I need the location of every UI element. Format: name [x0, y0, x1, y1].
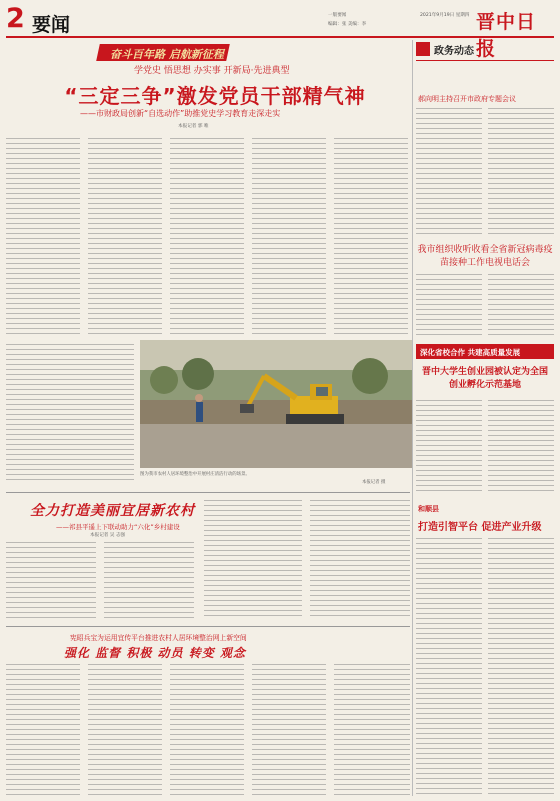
news3-title: 晋中大学生创业园被认定为全国创业孵化示范基地	[421, 367, 548, 390]
news1-title: 郝向明主持召开市政府专题会议	[418, 95, 516, 103]
news3-kicker: 深化省校合作 共建高质量发展	[420, 348, 521, 357]
masthead-date: 2021年9月19日 星期四	[420, 13, 470, 18]
lead-col-2	[88, 138, 162, 338]
bottom-col-5	[334, 664, 410, 796]
feature-title: 全力打造美丽宜居新农村	[30, 503, 195, 519]
column-divider	[412, 40, 413, 796]
news4-kicker: 和顺县	[418, 505, 439, 513]
news2-body-2	[488, 274, 554, 338]
news1-rule	[416, 60, 554, 61]
news1	[416, 40, 554, 240]
feature-col-4	[310, 500, 410, 620]
news4	[416, 500, 554, 796]
page-number: 2	[6, 3, 25, 34]
bottom-col-1	[6, 664, 80, 796]
news4-title: 打造引智平台 促进产业升级	[418, 522, 542, 533]
banner	[6, 40, 410, 74]
lead-body	[6, 138, 410, 340]
bottom-title: 宪昭兵宝为运用宜传平台推进农村人居环境整治网上新空间	[70, 634, 247, 642]
lead-col-4	[252, 138, 326, 338]
bottom-subtitle: 强化 监督 积极 动员 转变 观念	[64, 646, 246, 660]
banner-sub: 学党史 悟思想 办实事 开新局·先进典型	[134, 66, 290, 76]
feature-rule	[6, 492, 410, 493]
bottom-col-3	[170, 664, 244, 796]
section-name: 要闻	[32, 14, 71, 36]
banner-slogan: 奋斗百年路 启航新征程	[110, 48, 224, 61]
news-photo	[140, 340, 412, 468]
masthead-edit: 编辑：张 美编：李	[328, 22, 367, 27]
news1-body-2	[488, 108, 554, 238]
lead-title: “三定三争”激发党员干部精气神	[64, 84, 366, 108]
lead-col-3	[170, 138, 244, 338]
masthead-site: 一版要闻	[328, 13, 347, 18]
lead-col-1	[6, 138, 80, 338]
paper-logo: 晋中日报	[476, 11, 537, 60]
kicker-bar	[416, 42, 430, 56]
feature-col-1	[6, 542, 96, 620]
lead-col-5	[334, 138, 408, 338]
feature-byline: 本报记者 吴 志强	[90, 533, 126, 538]
feature-col-2	[104, 542, 194, 620]
masthead-rule	[6, 36, 554, 38]
news3-body-1	[416, 400, 482, 494]
news3-body-2	[488, 400, 554, 494]
news2-title: 我市组织收听收看全省新冠病毒疫苗接种工作电视电话会	[417, 245, 553, 268]
feature-subtitle: ——祁县平遥上下联动助力“六化”乡村建设	[56, 523, 180, 531]
lead-byline: 本报记者 郭 唯	[178, 124, 209, 129]
news1-body-1	[416, 108, 482, 238]
news1-kicker: 政务动态	[434, 46, 474, 57]
lead-subtitle: ——市财政局创新“自选动作”助推党史学习教育走深走实	[80, 109, 281, 118]
bottom-col-4	[252, 664, 326, 796]
excavator-scene-image	[140, 340, 412, 468]
photo-caption: 图为我市农村人居环境整治中开展村庄清洁行动的场景。	[140, 472, 250, 477]
news4-body-2	[488, 538, 554, 794]
news3	[416, 344, 554, 496]
bottom-col-2	[88, 664, 162, 796]
bottom-rule	[6, 626, 410, 627]
feature-col-3	[204, 500, 302, 620]
news2-body-1	[416, 274, 482, 338]
photo-credit: 本报记者 摄	[362, 480, 386, 485]
news2	[416, 244, 554, 340]
news4-body-1	[416, 538, 482, 794]
body-beside-photo	[6, 344, 134, 484]
